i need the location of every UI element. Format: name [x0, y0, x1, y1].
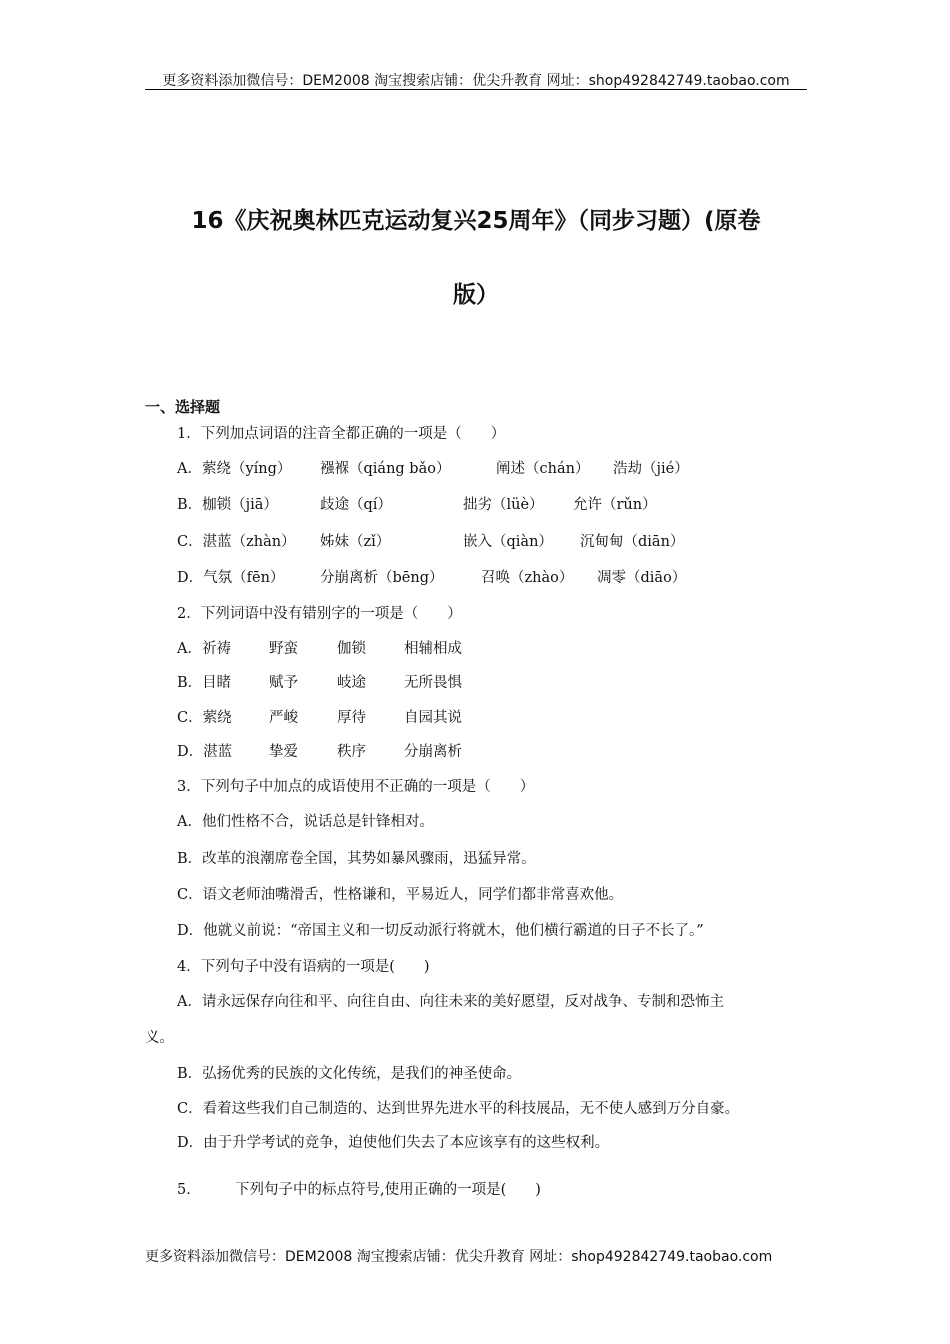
q5-stem: 下列句子中的标点符号,使用正确的一项是( ): [235, 1182, 541, 1198]
page-footer: 更多资料添加微信号：DEM2008 淘宝搜索店铺：优尖升教育 网址：shop492842749.taobao.com: [145, 1249, 773, 1265]
q1-d-item-4: 凋零（diāo）: [597, 570, 687, 586]
q2-c-item-2: 严峻: [269, 710, 298, 726]
q1-c-item-3: 嵌入（qiàn）: [463, 534, 553, 550]
q2-a-item-2: 野蛮: [269, 641, 298, 657]
q1-a-item-3: 阐述（chán）: [496, 461, 590, 477]
q1-d-item-3: 召唤（zhào）: [481, 570, 574, 586]
q1-c-item-2: 姊妹（zǐ）: [320, 534, 391, 550]
q2-a-item-4: 相辅相成: [404, 641, 462, 657]
page-title-line-1: 16《庆祝奥林匹克运动复兴25周年》（同步习题）(原卷: [191, 208, 761, 234]
q2-b-item-4: 无所畏惧: [404, 675, 462, 691]
header-rule: [145, 89, 807, 90]
page-title-line-2: 版）: [453, 282, 499, 308]
q1-d-item-2: 分崩离析（bēng）: [320, 570, 444, 586]
q2-b-item-2: 赋予: [269, 675, 298, 691]
q1-c-item-4: 沉甸甸（diān）: [580, 534, 685, 550]
section-heading: 一、选择题: [145, 398, 221, 416]
q3-option-c: C．语文老师油嘴滑舌，性格谦和，平易近人，同学们都非常喜欢他。: [177, 887, 624, 903]
q2-c-item-4: 自园其说: [404, 710, 462, 726]
q2-d-item-4: 分崩离析: [404, 744, 462, 760]
q2-d-item-2: 挚爱: [269, 744, 298, 760]
q2-d-item-3: 秩序: [337, 744, 366, 760]
q4-option-d: D．由于升学考试的竞争，迫使他们失去了本应该享有的这些权利。: [177, 1135, 610, 1151]
q2-d-item-1: D．湛蓝: [177, 744, 233, 760]
q1-option-row-c: [177, 530, 807, 552]
q2-option-row-c: [177, 706, 577, 728]
q5-number: 5．: [177, 1182, 201, 1198]
q4-option-c: C．看着这些我们自己制造的、达到世界先进水平的科技展品，无不使人感到万分自豪。: [177, 1101, 740, 1117]
q2-b-item-1: B．目睹: [177, 675, 232, 691]
q1-d-item-1: D．气氛（fēn）: [177, 570, 285, 586]
q2-a-item-1: A．祈祷: [177, 641, 231, 657]
q1-b-item-1: B．枷锁（jiā）: [177, 497, 278, 513]
q1-b-item-2: 歧途（qí）: [320, 497, 392, 513]
q4-option-b: B．弘扬优秀的民族的文化传统，是我们的神圣使命。: [177, 1066, 522, 1082]
q4-option-a-line-2: 义。: [145, 1030, 174, 1046]
q1-a-item-4: 浩劫（jié）: [613, 461, 689, 477]
q2-c-item-1: C．萦绕: [177, 710, 232, 726]
q1-c-item-1: C．湛蓝（zhàn）: [177, 534, 296, 550]
q2-a-item-3: 伽锁: [337, 641, 366, 657]
q3-option-d: D．他就义前说：“帝国主义和一切反动派行将就木，他们横行霸道的日子不长了。”: [177, 923, 704, 939]
q1-option-row-d: [177, 566, 807, 588]
q3-option-a: A．他们性格不合，说话总是针锋相对。: [177, 814, 434, 830]
q2-option-row-d: [177, 740, 577, 762]
q2-option-row-b: [177, 671, 577, 693]
q2-stem: 2．下列词语中没有错别字的一项是（ ）: [177, 606, 462, 622]
q1-b-item-4: 允许（rǔn）: [573, 497, 657, 513]
q3-stem: 3．下列句子中加点的成语使用不正确的一项是（ ）: [177, 779, 535, 795]
q1-b-item-3: 拙劣（lüè）: [463, 497, 544, 513]
q4-option-a-line-1: A．请永远保存向往和平、向往自由、向往未来的美好愿望，反对战争、专制和恐怖主: [177, 994, 724, 1010]
q1-option-row-b: [177, 493, 807, 515]
q3-option-b: B．改革的浪潮席卷全国，其势如暴风骤雨，迅猛异常。: [177, 851, 536, 867]
q2-b-item-3: 岐途: [337, 675, 366, 691]
q4-stem: 4．下列句子中没有语病的一项是( ): [177, 959, 430, 975]
q1-a-item-1: A．萦绕（yíng）: [177, 461, 292, 477]
q1-option-row-a: [177, 457, 807, 479]
q2-c-item-3: 厚待: [337, 710, 366, 726]
page-header: 更多资料添加微信号：DEM2008 淘宝搜索店铺：优尖升教育 网址：shop492842749.taobao.com: [162, 73, 790, 89]
q1-a-item-2: 襁褓（qiáng bǎo）: [320, 461, 451, 477]
q1-stem: 1．下列加点词语的注音全都正确的一项是（ ）: [177, 426, 506, 442]
q2-option-row-a: [177, 637, 577, 659]
